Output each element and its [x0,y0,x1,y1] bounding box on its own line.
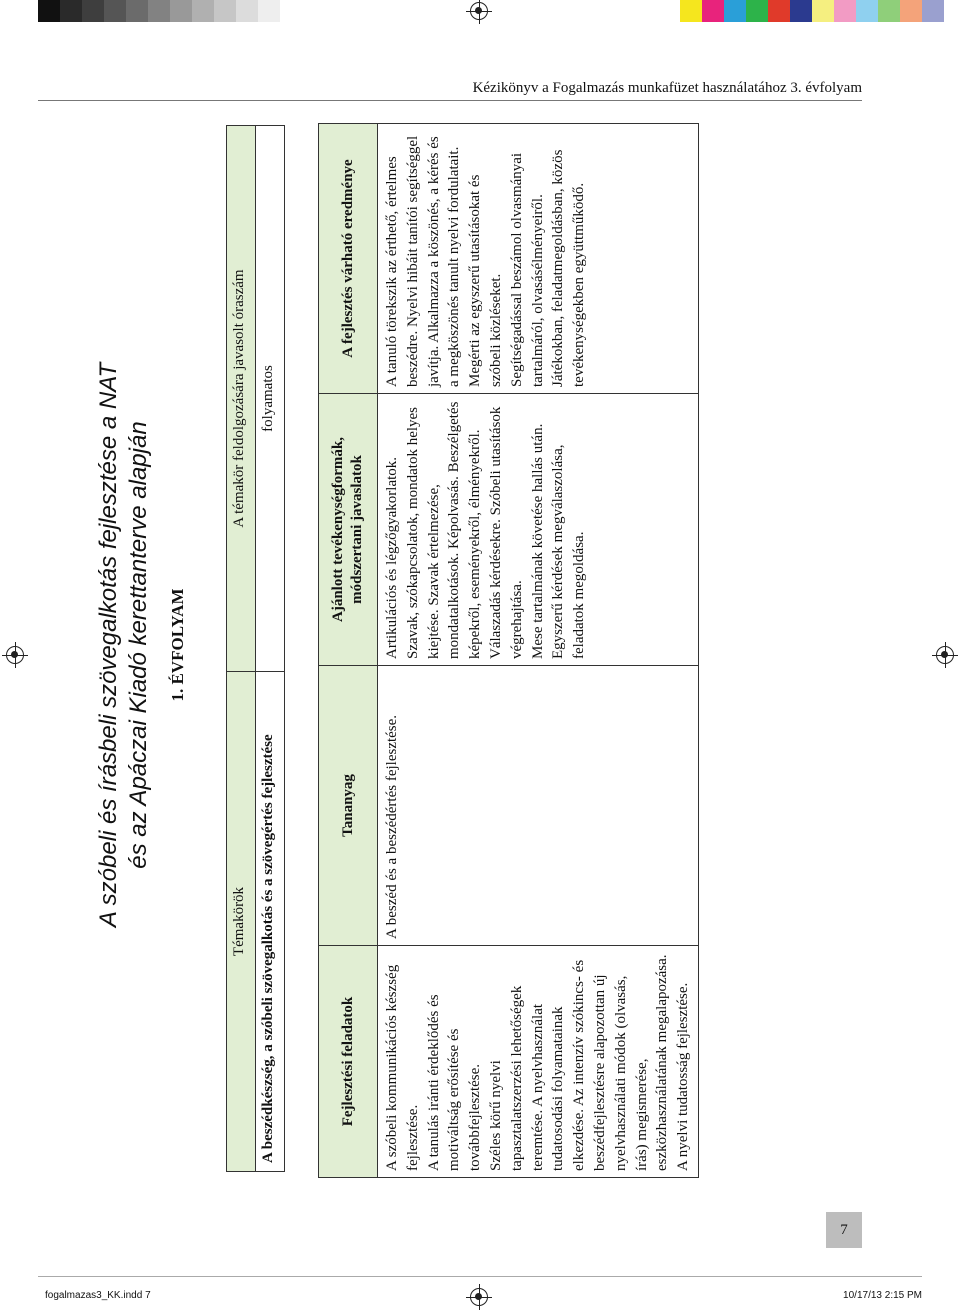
page-title-line-1: A szóbeli és írásbeli szövegalkotás fejlesztése a NAT [95,362,122,928]
print-color-bar [680,0,944,22]
material-item: A beszéd és a beszédértés fejlesztése. [384,714,400,939]
activities-header: Ajánlott tevékenységformák, módszertani javaslatok [319,394,378,666]
main-table-wrapper [318,123,699,1178]
activity-item: Szavak, szókapcsolatok, mondatok helyes kiejtése. Szavak értelmezése, mondatalkotások. Képolvasás. Beszélgetés képekről, eseményekről, élményekről. [404,401,484,659]
material-header: Tananyag [319,666,378,946]
tasks-header: Fejlesztési feladatok [319,946,378,1178]
material-cell [378,666,699,946]
grade-heading: 1. ÉVFOLYAM [168,588,187,702]
topic-cell: A beszédkészség, a szóbeli szövegalkotás és a szövegértés fejlesztése [256,672,285,1172]
topics-table [226,125,285,1172]
footer-rule [38,1276,922,1277]
task-item: A tanulás iránti érdeklődés és motiváltság erősítése és továbbfejlesztése. [425,994,484,1171]
registration-mark-icon [470,1288,488,1306]
task-item: A nyelvi tudatosság fejlesztése. [675,982,692,1171]
outcomes-cell [378,124,699,394]
topics-table-wrapper [226,125,285,1172]
outcome-item: Megérti az egyszerű utasításokat és szóbeli közléseket. [467,174,504,387]
activity-item: Artikulációs és légzőgyakorlatok. [384,456,400,659]
activities-cell [378,394,699,666]
task-item: Széles körű nyelvi tapasztalatszerzési lehetőségek teremtése. A nyelvhasználat tudatosodási folyamatainak elkezdése. Az intenzív szókincs- és beszédfejlesztésre alapozottan új nyelvhasználati módok (olvasás, írás) megismerése, eszközhasználatának megalapozása. [487,954,671,1171]
footer-date: 10/17/13 2:15 PM [843,1290,922,1301]
print-grayscale-bar [38,0,280,22]
tasks-cell [378,946,699,1178]
main-table [318,123,699,1178]
footer-file-name: fogalmazas3_KK.indd 7 [45,1290,151,1301]
activity-item: Válaszadás kérdésekre. Szóbeli utasítások végrehajtása. [487,406,525,659]
title-block [94,95,188,1195]
topics-header: Témakörök [227,672,256,1172]
task-item: A szóbeli kommunikációs készség fejlesztése. [384,964,421,1171]
activity-item: Mese tartalmának követése hallás után. Egyszerű kérdések megválaszolása, feladatok megoldása. [529,423,588,659]
outcome-item: A tanuló törekszik az érthető, értelmes beszédre. Nyelvi hibáit tanítói segítséggel javítja. Alkalmazza a köszönés, a kérés és a megköszönés tanult nyelvi fordulatait. [384,135,463,387]
registration-mark-icon [936,646,954,664]
page-title-line-2: és az Apáczai Kiadó kerettanterve alapján [125,421,152,869]
hours-cell: folyamatos [256,126,285,672]
outcomes-header: A fejlesztés várható eredménye [319,124,378,394]
running-head: Kézikönyv a Fogalmazás munkafüzet használatához 3. évfolyam [472,80,862,96]
outcome-item: Segítségadással beszámol olvasmányai tartalmáról, olvasásélményeiről. [508,152,546,387]
page-number: 7 [826,1212,862,1248]
registration-mark-icon [6,646,24,664]
hours-header: A témakör feldolgozására javasolt óraszám [227,126,256,672]
registration-mark-icon [470,2,488,20]
outcome-item: Játékokban, feladatmegoldásban, közös tevékenységekben együttműködő. [550,149,588,387]
